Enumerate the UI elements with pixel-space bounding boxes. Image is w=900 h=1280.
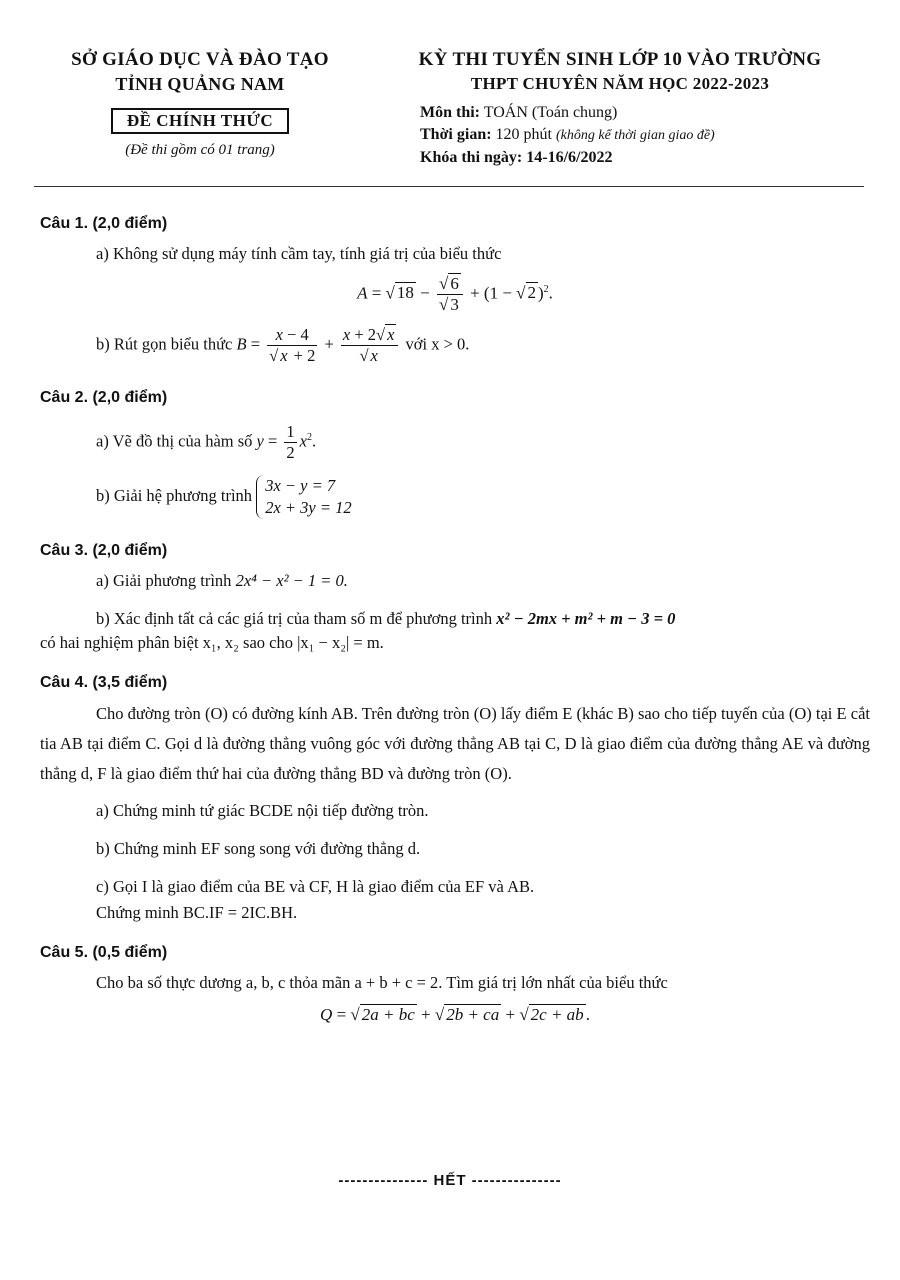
- header-right: [380, 48, 860, 169]
- official-exam-box: ĐỀ CHÍNH THỨC: [111, 108, 289, 134]
- question-3a: a) Giải phương trình 2x⁴ − x² − 1 = 0.: [96, 571, 348, 590]
- question-2-title: Câu 2. (2,0 điểm): [40, 389, 168, 406]
- question-1-title: Câu 1. (2,0 điểm): [40, 215, 168, 232]
- pages-note: (Đề thi gồm có 01 trang): [125, 142, 275, 158]
- question-2a: a) Vẽ đồ thị của hàm số y = $\frac{1}{2}$ $x^2$.: [96, 422, 317, 462]
- question-4c: c) Gọi I là giao điểm của BE và CF, H là giao điểm của EF và AB.: [96, 877, 535, 896]
- end-marker: --------------- HẾT ---------------: [338, 1172, 562, 1189]
- question-5-title: Câu 5. (0,5 điểm): [40, 944, 168, 961]
- question-4c-proof: Chứng minh BC.IF = 2IC.BH.: [96, 903, 298, 922]
- expression-q: Q = √ 2a + bc + √ 2b + ca + √ 2c + ab .: [320, 1005, 590, 1024]
- department-name: SỞ GIÁO DỤC VÀ ĐÀO TẠO: [71, 49, 329, 70]
- exam-header: [40, 48, 860, 188]
- question-2b: b) Giải hệ phương trình 3x − y = 7 2x + 3y = 12: [96, 476, 352, 517]
- question-4a: a) Chứng minh tứ giác BCDE nội tiếp đường tròn.: [96, 801, 429, 820]
- exam-meta: [380, 102, 860, 169]
- fraction: $\frac{√ 6}{√ 3}$: [437, 274, 463, 315]
- question-3-title: Câu 3. (2,0 điểm): [40, 542, 168, 559]
- question-1a: a) Không sử dụng máy tính cầm tay, tính giá trị của biểu thức: [96, 244, 502, 263]
- subject-line: Môn thi: TOÁN (Toán chung): [420, 104, 618, 121]
- fraction: $\frac{x + 2√ x}{√ x}$: [341, 325, 399, 366]
- expression-a: A = √ 18 − $\frac{√ 6}{√ 3}$ + (1 − √ 2 )$^2$.: [357, 274, 553, 314]
- equation-system: 3x − y = 7 2x + 3y = 12: [256, 475, 351, 519]
- exam-title: KỲ THI TUYỂN SINH LỚP 10 VÀO TRƯỜNG: [418, 49, 822, 70]
- fraction: $\frac{x - 4}{√ x + 2}$: [269, 325, 316, 365]
- header-divider: [34, 186, 864, 187]
- question-4-intro: Cho đường tròn (O) có đường kính AB. Trên đường tròn (O) lấy điểm E (khác B) sao cho tiếp tuyến của (O) tại E cắt tia AB tại điểm C. Gọi d là đường thẳng vuông góc với đường thẳng AB tại C, D là giao điểm của đường thẳng AE và đường thẳng d, F là giao điểm thứ hai của đường thẳng BD và đường tròn (O).: [40, 704, 870, 783]
- question-3b: b) Xác định tất cả các giá trị của tham số m để phương trình x² − 2mx + m² + m − 3 = 0: [96, 609, 676, 628]
- question-1b: b) Rút gọn biểu thức B = $\frac{x - 4}{√ x + 2}$ + $\frac{x + 2√ x}{√ x}$ với x > 0.: [96, 325, 470, 365]
- question-4b: b) Chứng minh EF song song với đường thẳng d.: [96, 839, 421, 858]
- question-3b-continued: có hai nghiệm phân biệt x₁, x₂ sao cho |x₁ − x₂| = m.: [40, 633, 384, 652]
- exam-body: [40, 208, 870, 1037]
- question-4-title: Câu 4. (3,5 điểm): [40, 674, 168, 691]
- exam-year: THPT CHUYÊN NĂM HỌC 2022-2023: [470, 74, 770, 93]
- header-left: [40, 48, 360, 159]
- date-line: Khóa thi ngày: 14-16/6/2022: [420, 149, 613, 166]
- time-line: Thời gian: 120 phút (không kể thời gian giao đề): [420, 126, 715, 143]
- question-5-text: Cho ba số thực dương a, b, c thỏa mãn a + b + c = 2. Tìm giá trị lớn nhất của biểu thức: [96, 973, 668, 992]
- fraction: $\frac{1}{2}$: [286, 422, 295, 462]
- province-name: TỈNH QUẢNG NAM: [115, 74, 285, 94]
